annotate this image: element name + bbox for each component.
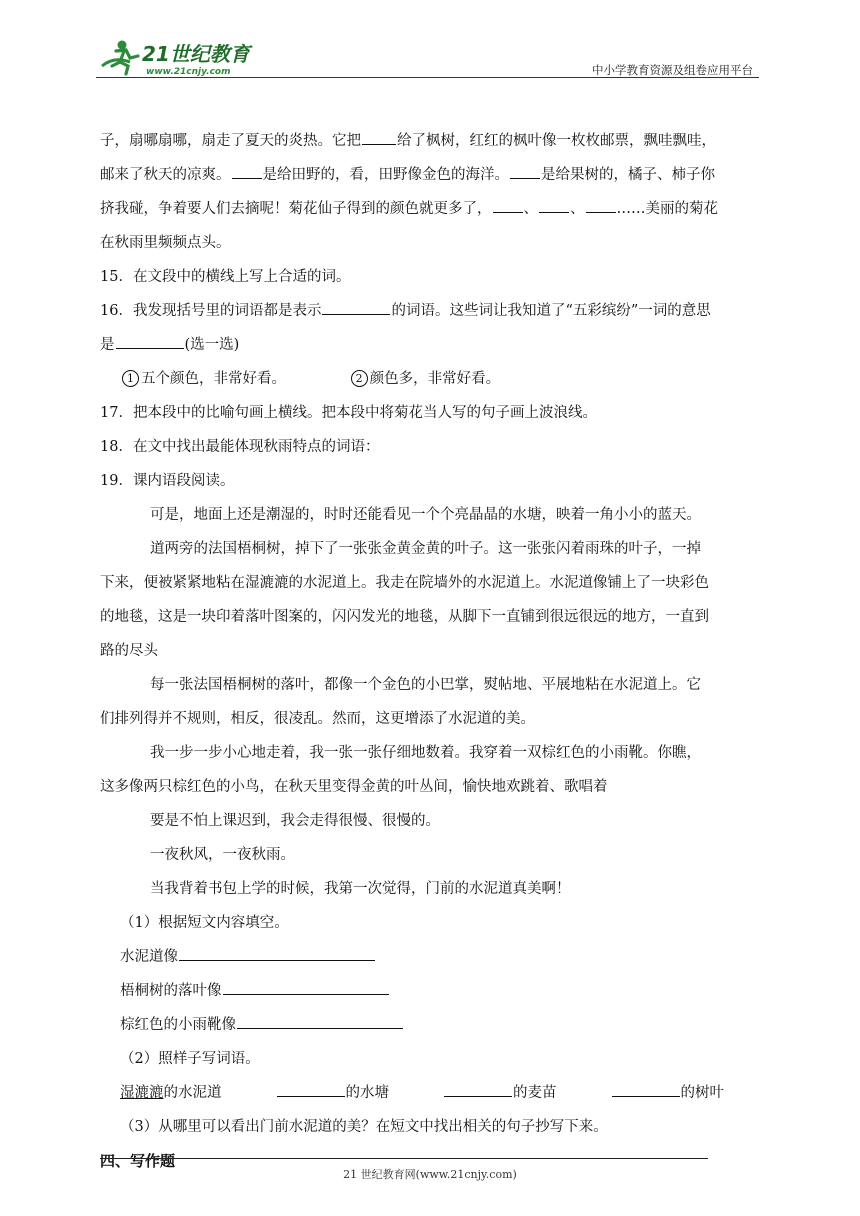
blank[interactable] xyxy=(493,198,523,213)
footer-rule xyxy=(100,1158,708,1159)
fill-line: 梧桐树的落叶像 xyxy=(100,974,762,1008)
subquestion-2: （2）照样子写词语。 xyxy=(120,1051,260,1067)
subquestion-3: （3）从哪里可以看出门前水泥道的美？在短文中找出相关的句子抄写下来。 xyxy=(120,1119,608,1135)
logo-21cnjy xyxy=(96,36,266,80)
reading-paragraph: 要是不怕上课迟到，我会走得很慢、很慢的。 xyxy=(150,813,440,829)
section-heading: 四、写作题 xyxy=(100,1152,176,1170)
option-2[interactable]: 2 颜色多，非常好看。 xyxy=(351,371,501,387)
svg-text:www.21cnjy.com: www.21cnjy.com xyxy=(146,67,231,77)
reading-paragraph-cont: 的地毯，这是一块印着落叶图案的，闪闪发光的地毯，从脚下一直铺到很远很远的地方，一直到 xyxy=(100,609,709,625)
reading-paragraph: 当我背着书包上学的时候，我第一次觉得，门前的水泥道真美啊！ xyxy=(150,881,571,897)
blank[interactable] xyxy=(612,1082,680,1097)
header-rule xyxy=(96,77,759,78)
document-body xyxy=(100,124,762,1178)
passage-line: 邮来了秋天的凉爽。 是给田野的，看，田野像金色的海洋。 是给果树的，橘子、柿子你 xyxy=(100,158,762,192)
fill-line: 水泥道像 xyxy=(100,940,762,974)
reading-paragraph-cont: 路的尽头 xyxy=(100,643,158,659)
question-16-cont: 是 (选一选) xyxy=(100,328,762,362)
blank[interactable] xyxy=(539,198,569,213)
svg-text:21世纪教育: 21世纪教育 xyxy=(142,42,250,66)
page-footer: 21 世纪教育网(www.21cnjy.com) xyxy=(343,1168,517,1181)
blank[interactable] xyxy=(444,1082,512,1097)
blank[interactable] xyxy=(232,164,262,179)
blank[interactable] xyxy=(510,164,540,179)
blank[interactable] xyxy=(362,130,396,145)
reading-paragraph: 我一步一步小心地走着，我一张一张仔细地数着。我穿着一双棕红色的小雨靴。你瞧， xyxy=(150,745,701,761)
passage-line: 在秋雨里频频点头。 xyxy=(100,235,231,251)
option-1[interactable]: 1 五个颜色，非常好看。 xyxy=(122,371,286,387)
blank[interactable] xyxy=(322,300,390,315)
question-17: 17．把本段中的比喻句画上横线。把本段中将菊花当人写的句子画上波浪线。 xyxy=(100,405,597,421)
passage-line: 挤我碰，争着要人们去摘呢！菊花仙子得到的颜色就更多了， 、 、 ……美丽的菊花 xyxy=(100,192,762,226)
blank[interactable] xyxy=(179,946,375,961)
circled-number: 1 xyxy=(122,370,139,387)
blank[interactable] xyxy=(586,198,616,213)
example-word: 湿漉漉 xyxy=(120,1085,164,1101)
passage-line: 子，扇哪扇哪，扇走了夏天的炎热。它把 给了枫树，红红的枫叶像一枚枚邮票，飘哇飘哇， xyxy=(100,124,762,158)
subquestion-1: （1）根据短文内容填空。 xyxy=(120,915,289,931)
reading-paragraph-cont: 们排列得并不规则，相反，很凌乱。然而，这更增添了水泥道的美。 xyxy=(100,711,535,727)
blank[interactable] xyxy=(237,1014,403,1029)
reading-paragraph-cont: 下来，便被紧紧地粘在湿漉漉的水泥道上。我走在院墙外的水泥道上。水泥道像铺上了一块彩色 xyxy=(100,575,709,591)
page-header xyxy=(96,36,759,80)
word-examples: 湿漉漉的水泥道 的水塘 的麦苗 的树叶 xyxy=(100,1076,762,1110)
blank[interactable] xyxy=(116,334,184,349)
reading-paragraph: 道两旁的法国梧桐树，掉下了一张张金黄金黄的叶子。这一张张闪着雨珠的叶子，一掉 xyxy=(150,541,701,557)
reading-paragraph: 一夜秋风，一夜秋雨。 xyxy=(150,847,295,863)
question-16: 16．我发现括号里的词语都是表示 的词语。这些词让我知道了“五彩缤纷”一词的意思 xyxy=(100,294,762,328)
reading-paragraph: 每一张法国梧桐树的落叶，都像一个金色的小巴掌，熨帖地、平展地粘在水泥道上。它 xyxy=(150,677,701,693)
blank[interactable] xyxy=(277,1082,345,1097)
blank[interactable] xyxy=(223,980,389,995)
question-18: 18．在文中找出最能体现秋雨特点的词语： xyxy=(100,439,380,455)
reading-paragraph: 可是，地面上还是潮湿的，时时还能看见一个个亮晶晶的水塘，映着一角小小的蓝天。 xyxy=(150,507,701,523)
platform-name: 中小学教育资源及组卷应用平台 xyxy=(592,63,753,77)
options xyxy=(100,362,762,396)
circled-number: 2 xyxy=(351,370,368,387)
fill-line: 棕红色的小雨靴像 xyxy=(100,1008,762,1042)
question-15: 15．在文段中的横线上写上合适的词。 xyxy=(100,269,351,285)
reading-paragraph-cont: 这多像两只棕红色的小鸟，在秋天里变得金黄的叶丛间，愉快地欢跳着、歌唱着 xyxy=(100,779,608,795)
question-19: 19．课内语段阅读。 xyxy=(100,473,235,489)
